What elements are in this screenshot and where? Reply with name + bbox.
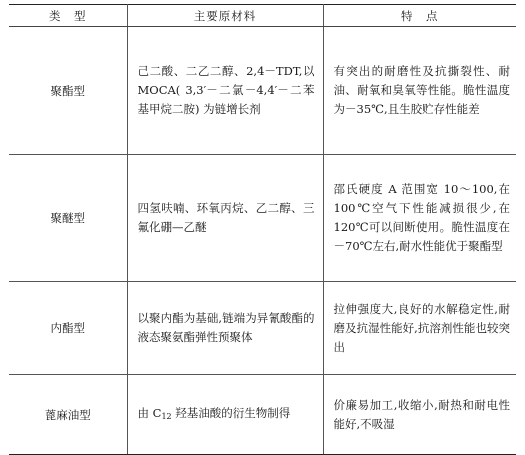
features-cell: 邵氏硬度 A 范围宽 10～100,在 100℃空气下性能减损很少,在 120℃可以间断使用。脆性温度在－70℃左右,耐水性能优于聚酯型: [323, 155, 516, 282]
materials-prefix: 由 C: [137, 405, 162, 420]
table-header-row: [9, 5, 516, 27]
type-cell: 聚醚型: [9, 155, 127, 282]
materials-cell: 四氢呋喃、环氧丙烷、乙二醇、三氟化硼—乙醚: [127, 155, 323, 282]
table-row: [9, 282, 516, 375]
features-cell: 拉伸强度大,良好的水解稳定性,耐磨及抗湿性能好,抗溶剂性能也较突出: [323, 282, 516, 375]
materials-cell: 以聚内酯为基础,链端为异氰酸酯的液态聚氨酯弹性预聚体: [127, 282, 323, 375]
type-cell: 内酯型: [9, 282, 127, 375]
header-type: 类 型: [9, 5, 127, 27]
type-cell: 蓖麻油型: [9, 375, 127, 455]
materials-cell: [127, 375, 323, 455]
table-row: [9, 27, 516, 155]
header-features: 特 点: [323, 5, 516, 27]
materials-suffix: 羟基油酸的衍生物制得: [171, 405, 291, 420]
table-row: [9, 155, 516, 282]
type-cell: 聚酯型: [9, 27, 127, 155]
materials-subscript: 12: [161, 411, 172, 421]
features-cell: 有突出的耐磨性及抗撕裂性、耐油、耐氧和臭氧等性能。脆性温度为－35℃,且生胶贮存性能差: [323, 27, 516, 155]
features-cell: 价廉易加工,收缩小,耐热和耐电性能好,不吸湿: [323, 375, 516, 455]
materials-cell: 己二酸、二乙二醇、2,4－TDT,以 MOCA( 3,3′－二氯－4,4′－二苯基甲烷二胺) 为链增长剂: [127, 27, 323, 155]
table-row: [9, 375, 516, 455]
polyurethane-types-table: [9, 4, 516, 455]
header-materials: 主要原材料: [127, 5, 323, 27]
